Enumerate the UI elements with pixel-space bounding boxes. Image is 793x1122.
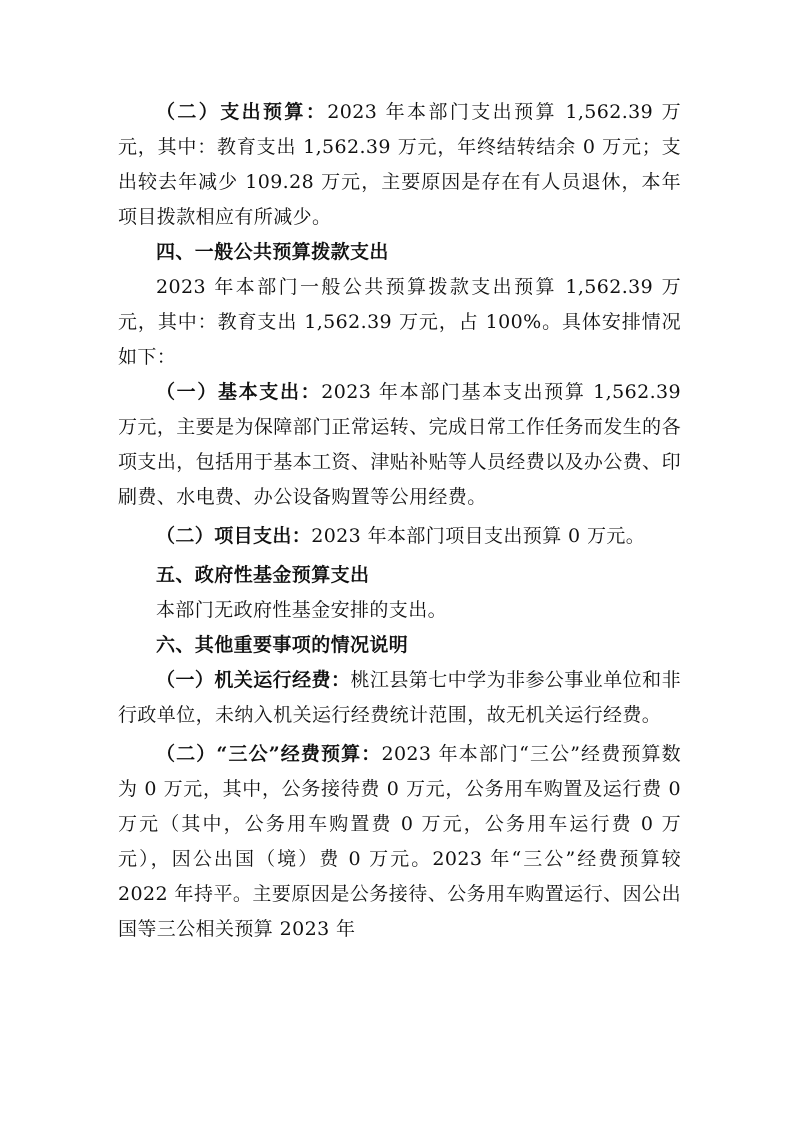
basic-expenditure-paragraph xyxy=(118,375,681,515)
three-public-lead: （二）“三公”经费预算： xyxy=(156,743,382,765)
project-expenditure-paragraph xyxy=(118,519,681,554)
section-5-text: 本部门无政府性基金安排的支出。 xyxy=(156,599,448,621)
agency-operating-paragraph xyxy=(118,663,681,733)
expenditure-budget-lead: （二）支出预算： xyxy=(156,101,328,123)
section-6-heading: 六、其他重要事项的情况说明 xyxy=(156,634,409,656)
project-expenditure-lead: （二）项目支出： xyxy=(156,525,312,547)
section-4-heading: 四、一般公共预算拨款支出 xyxy=(156,241,389,263)
three-public-text: 2023 年本部门“三公”经费预算数为 0 万元，其中，公务接待费 0 万元，公务用车购置及运行费 0 万元（其中，公务用车购置费 0 万元，公务用车运行费 0 万元），因公出国（境）费 0 万元。2023 年“三公”经费预算较 2022 年持平。主要原因是公务接待、公务用车购置运行、因公出国等三公相关预算 2023 年 xyxy=(118,743,681,940)
agency-operating-text: 桃江县第七中学为非参公事业单位和非行政单位，未纳入机关运行经费统计范围，故无机关运行经费。 xyxy=(118,669,681,726)
basic-expenditure-text: 2023 年本部门基本支出预算 1,562.39 万元，主要是为保障部门正常运转、完成日常工作任务而发生的各项支出，包括用于基本工资、津贴补贴等人员经费以及办公费、印刷费、水电费、办公设备购置等公用经费。 xyxy=(118,381,681,508)
section-5-heading: 五、政府性基金预算支出 xyxy=(156,564,370,586)
basic-expenditure-lead: （一）基本支出： xyxy=(156,381,322,403)
section-4-intro: 2023 年本部门一般公共预算拨款支出预算 1,562.39 万元，其中：教育支出 1,562.39 万元，占 100%。具体安排情况如下： xyxy=(118,276,681,368)
project-expenditure-text: 2023 年本部门项目支出预算 0 万元。 xyxy=(311,525,646,547)
agency-operating-lead: （一）机关运行经费： xyxy=(156,669,351,691)
expenditure-budget-text: 2023 年本部门支出预算 1,562.39 万元，其中：教育支出 1,562.39 万元，年终结转结余 0 万元；支出较去年减少 109.28 万元，主要原因是存在有人员退休，本年项目拨款相应有所减少。 xyxy=(118,101,681,228)
expenditure-budget-paragraph xyxy=(118,95,681,235)
three-public-paragraph xyxy=(118,737,681,947)
